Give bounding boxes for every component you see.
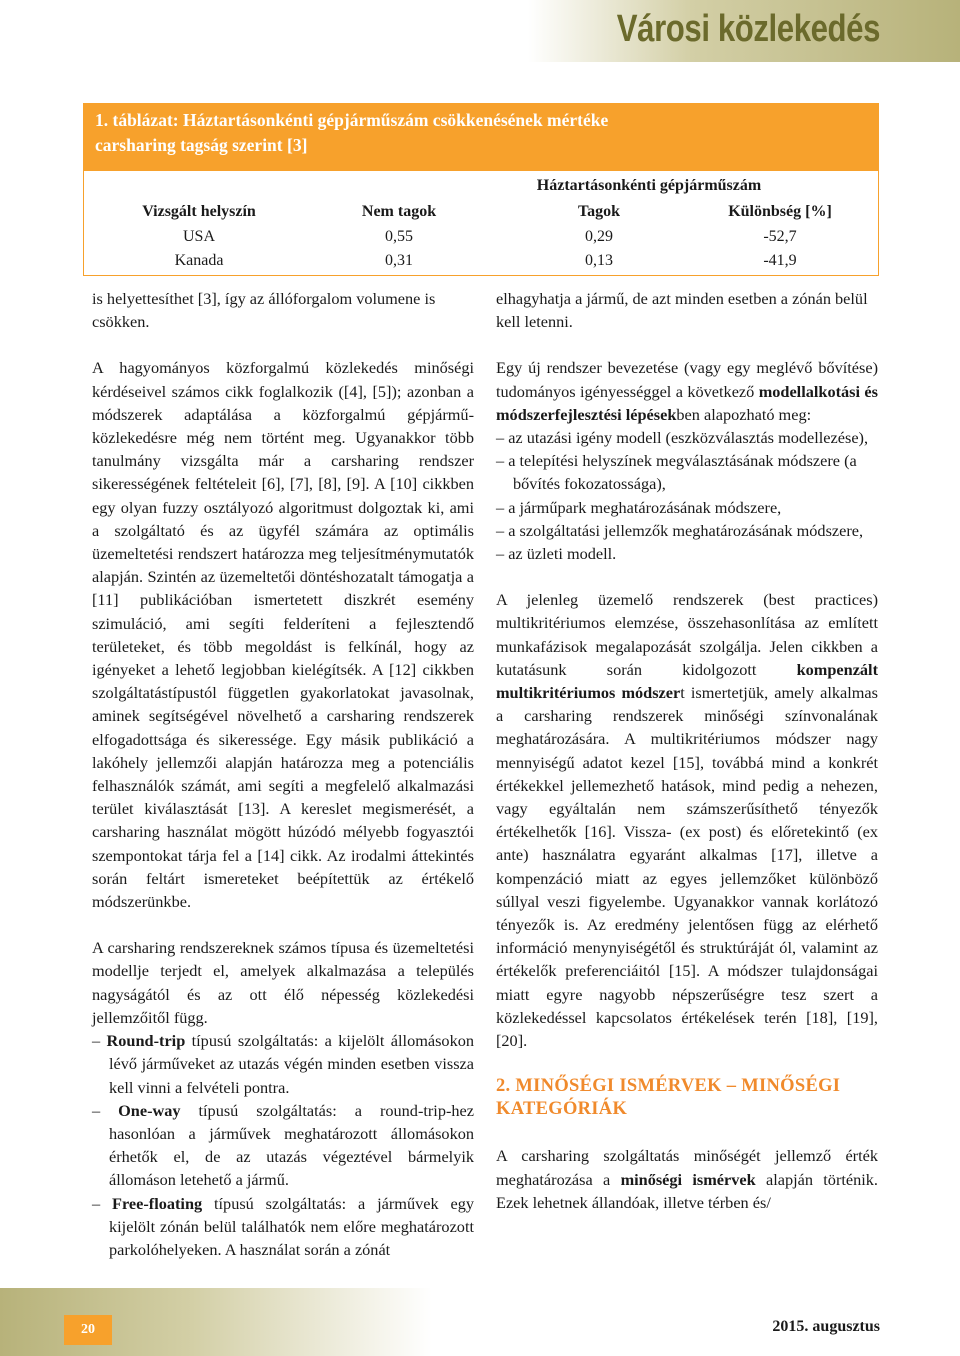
list-item: – az üzleti modell.	[496, 544, 617, 564]
list-item: – az utazási igény modell (eszközválasztás modellezése),	[496, 428, 869, 448]
list-item-text: típusú szolgáltatás: a járművek egy kijelölt zónán belül találhatók nem előre meghatározott parkolóhelyeken. A használat során a zónát	[109, 1193, 474, 1259]
list-item	[92, 1029, 474, 1099]
bold-run: minőségi ismérvek	[620, 1169, 756, 1189]
table-caption-line-2: carsharing tagság szerint [3]	[95, 135, 308, 155]
table-header-difference: Különbség [%]	[728, 203, 832, 220]
table-cell: 0,31	[385, 252, 413, 269]
list-dash: –	[92, 1031, 107, 1051]
table-header-location: Vizsgált helyszín	[142, 203, 256, 220]
bold-run: modellalkotási és módszerfejlesztési lépések	[496, 381, 878, 424]
right-paragraph-0: elhagyhatja a jármű, de azt minden esetben a zónán belül kell letenni.	[496, 289, 868, 332]
left-column	[92, 287, 474, 1261]
data-table	[83, 171, 879, 276]
text-run: t ismertetjük, amely alkalmas a carsharing rendszerek minőségi színvonalának meghatározására. A multikritériumos módszer nagy mennyiségű adatot kezel [15], továbbá mind a konkrét értékekkel jellemezhető hatások, mind pedig a nehezen, vagy egyáltalán nem számszerűsíthető tényezők értékelhetők [16]. Vissza- (ex post) és előretekintő (ex ante) használatra egyaránt alkalmas [17], illetve a kompenzáció miatt az egyes jellemzőket különböző súllyal veszi figyelembe. Ugyanakkor vannak korlátozó tényezők is. Az eredmény jelentősen függ az elérhető információ menynyiségétől és struktúráját ól, valamint az értékelők preferenciáitól [15]. A módszer tulajdonságai miatt egyre nagyobb népszerűségre tesz szert a közlekedéssel kapcsolatos értékelések terén [18], [19], [20].	[496, 683, 878, 1051]
right-column	[496, 287, 878, 1214]
text-run: A jelenleg üzemelő rendszerek (best practices) multikritériumos elemzése, összehasonlítása az említett munkafázisok megalapozását szolgálja. Jelen cikkben a kutatásunk során kidolgozott	[496, 590, 878, 679]
table-header-non-members: Nem tagok	[361, 203, 437, 220]
table-cell: 0,55	[385, 228, 413, 245]
list-item: – a járműpark meghatározásának módszere,	[496, 497, 782, 517]
table-cell: 0,29	[585, 228, 613, 245]
text-run: alapján történik. Ezek lehetnek állandóak, illetve térben és/	[496, 1169, 878, 1212]
table-cell: 0,13	[585, 252, 613, 269]
page-number: 20	[64, 1315, 112, 1345]
issue-date: 2015. augusztus	[772, 1318, 880, 1335]
table-cell: Kanada	[174, 252, 224, 269]
table-cell: USA	[182, 228, 215, 245]
list-dash: –	[92, 1193, 113, 1213]
table-caption-line-1: 1. táblázat: Háztartásonkénti gépjárműszám csökkenésének mértéke	[95, 110, 609, 130]
list-item-term: Round-trip	[106, 1031, 186, 1051]
list-item: – a szolgáltatási jellemzők meghatározásának módszere,	[496, 520, 864, 540]
list-item	[92, 1099, 474, 1192]
list-item-text: típusú szolgáltatás: a kijelölt állomásokon lévő járműveket az utazás végén minden esetben vissza kell vinni a felvételi pontra.	[109, 1031, 474, 1097]
section-heading: 2. MINŐSÉGI ISMÉRVEK – MINŐSÉGI KATEGÓRIÁK	[496, 1076, 841, 1120]
left-paragraph-2: A carsharing rendszereknek számos típusa és üzemeltetési modellje terjedt el, amelyek alkalmazása a település nagyságától és az ott élő népesség közlekedési jellemzőitől függ.	[92, 938, 474, 1027]
page-header-title: Városi közlekedés	[616, 8, 880, 50]
text-run: ben alapozható meg:	[676, 404, 812, 424]
left-paragraph-1: A hagyományos közforgalmú közlekedés minőségi kérdéseivel számos cikk foglalkozik ([4], [5]); azonban a módszerek adaptálása a közforgalmú gépjármű-közlekedésre még nem történt meg. Ugyanakkor több tanulmány vizsgálta már a carsharing rendszer sikerességének feltételeit [6], [7], [8], [9]. A [10] cikkben egy olyan fuzzy osztályozó algoritmust dolgoztak ki, ami a szolgáltató és az ügyfél számára az optimális üzemeltetési rendszert határozza meg teljesítménymutatók alapján. Szintén az üzemeltetői döntéshozatalt támogatja a [11] publikációban ismertetett diszkrét esemény szimuláció, ami segíti felderíteni a fejlesztendő területeket, és több megoldást is felkínál, hogy az igényeket a lehető legjobban kielégítsék. A [12] cikkben szolgáltatástípustól független gyakorlatokat javasolnak, aminek segítségével növelhető a carsharing rendszerek elfogadottsága és sikeressége. Egy másik publikáció a lakóhely jellemzői alapján határozza meg a potenciális felhasználók számát, ami segíti a megfelelő alkalmazási terület kiválasztását [13]. A kereslet megismerését, a carsharing használat mögött húzódó mélyebb fogyasztói szempontokat tárja fel a [14] cikk. Az irodalmi áttekintés során feltárt ismereteket beépítettük az értékelő módszerünkbe.	[92, 358, 474, 912]
list-item	[92, 1192, 474, 1262]
list-dash: –	[92, 1100, 119, 1120]
text-run: Egy új rendszer bevezetése (vagy egy meglévő bővítése) tudományos igényességgel a következő	[496, 358, 878, 401]
bold-run: kompenzált multikritériumos módszer	[496, 659, 878, 703]
table-header-members: Tagok	[577, 203, 621, 220]
list-item-term: Free-floating	[112, 1193, 203, 1213]
table-cell: -52,7	[763, 228, 797, 245]
left-paragraph-0: is helyettesíthet [3], így az állóforgalom volumene is csökken.	[92, 289, 436, 332]
list-item-text: típusú szolgáltatás: a round-trip-hez hasonlóan a járművek meghatározott állomásokon érhetők el, de az utazás végeztével bármelyik állomáson letehető a jármű.	[109, 1100, 474, 1190]
table-cell: -41,9	[763, 252, 797, 269]
right-paragraph-2	[496, 588, 878, 1052]
table-caption	[83, 103, 879, 171]
development-steps-list	[496, 426, 878, 565]
right-paragraph-3	[496, 1144, 878, 1214]
text-run: A carsharing szolgáltatás minőségét jellemző érték meghatározása a	[496, 1146, 878, 1189]
service-type-list	[92, 1029, 474, 1261]
right-paragraph-1	[496, 356, 878, 426]
table-super-header: Háztartásonkénti gépjárműszám	[536, 177, 762, 194]
list-item-term: One-way	[118, 1100, 181, 1120]
list-item: – a telepítési helyszínek megválasztásának módszere (a bővítés fokozatossága),	[496, 451, 857, 494]
